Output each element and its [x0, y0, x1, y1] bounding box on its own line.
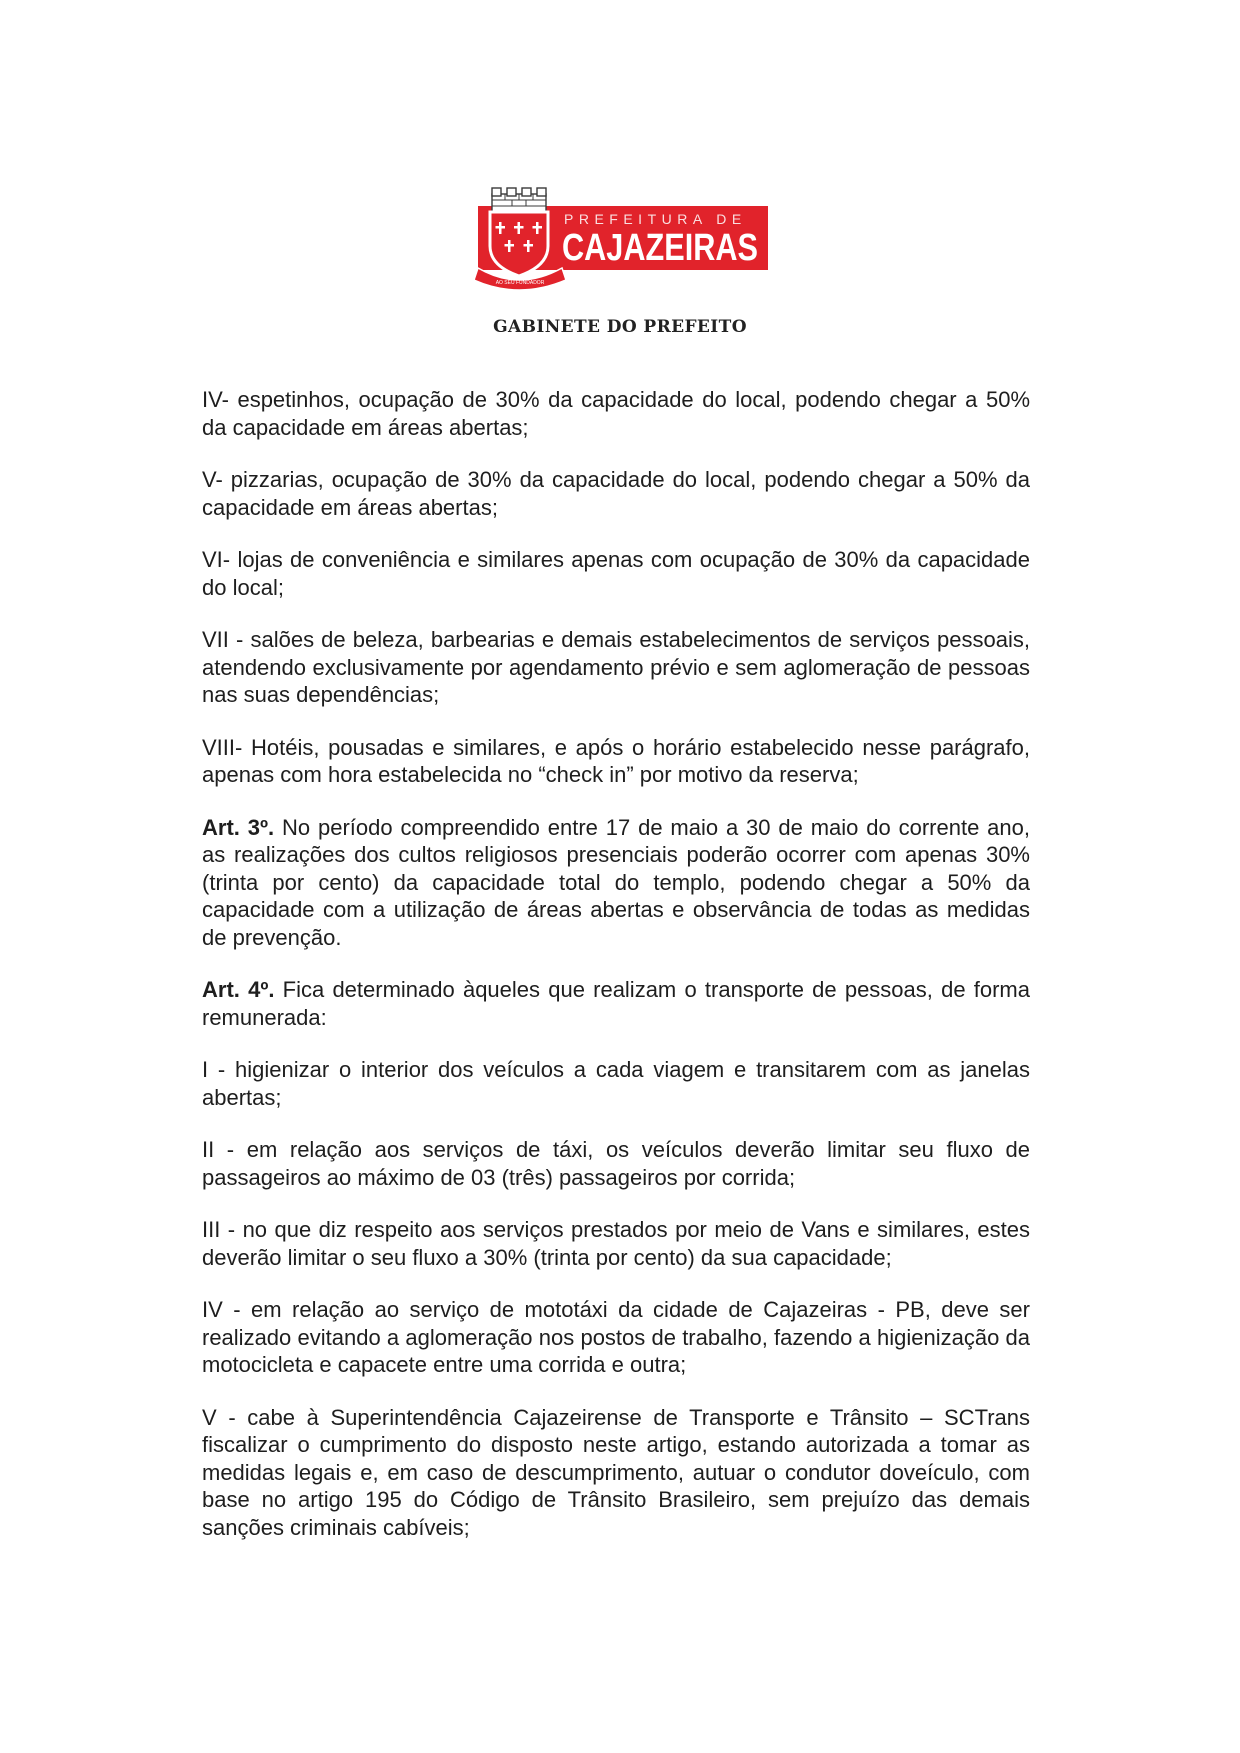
article-3 — [202, 814, 1030, 952]
paragraph-text: No período compreendido entre 17 de maio a 30 de maio do corrente ano, as realizações dos cultos religiosos presenciais poderão ocorrer com apenas 30% (trinta por cento) da capacidade total do templo, podendo chegar a 50% da capacidade com a utilização de áreas abertas e observância de todas as medidas de prevenção. — [202, 814, 1030, 950]
paragraph-text: Fica determinado àqueles que realizam o transporte de pessoas, de forma remunerada: — [202, 977, 1030, 1030]
paragraph-text: V - cabe à Superintendência Cajazeirense de Transporte e Trânsito – SCTrans fiscalizar o cumprimento do disposto neste artigo, estando autorizada a tomar as medidas legais e, em caso de descumprimento, autuar o condutor doveículo, com base no artigo 195 do Código de Trânsito Brasileiro, sem prejuízo das demais sanções criminais cabíveis; — [202, 1404, 1030, 1540]
paragraph-text: IV- espetinhos, ocupação de 30% da capacidade do local, podendo chegar a 50% da capacidade em áreas abertas; — [202, 387, 1030, 440]
article-label: Art. 4º. — [202, 977, 275, 1002]
article-4 — [202, 976, 1030, 1031]
paragraph-text: V- pizzarias, ocupação de 30% da capacidade do local, podendo chegar a 50% da capacidade em áreas abertas; — [202, 467, 1030, 520]
document-body — [202, 386, 1030, 1541]
paragraph — [202, 734, 1030, 789]
paragraph-text: IV - em relação ao serviço de mototáxi da cidade de Cajazeiras - PB, deve ser realizado evitando a aglomeração nos postos de trabalho, fazendo a higienização da motocicleta e capacete entre uma corrida e outra; — [202, 1297, 1030, 1377]
logo-big-text: CAJAZEIRAS — [562, 227, 758, 269]
paragraph — [202, 1056, 1030, 1111]
paragraph — [202, 1216, 1030, 1271]
paragraph — [202, 1296, 1030, 1379]
paragraph-text: I - higienizar o interior dos veículos a cada viagem e transitarem com as janelas abertas; — [202, 1057, 1030, 1110]
paragraph — [202, 546, 1030, 601]
prefeitura-cajazeiras-logo — [470, 188, 770, 295]
paragraph-text: III - no que diz respeito aos serviços prestados por meio de Vans e similares, estes deverão limitar o seu fluxo a 30% (trinta por cento) da sua capacidade; — [202, 1217, 1030, 1270]
paragraph — [202, 386, 1030, 441]
paragraph-text: II - em relação aos serviços de táxi, os veículos deverão limitar seu fluxo de passageiros ao máximo de 03 (três) passageiros por corrida; — [202, 1137, 1030, 1190]
logo-small-text: PREFEITURA DE — [564, 211, 747, 227]
paragraph — [202, 1136, 1030, 1191]
paragraph — [202, 626, 1030, 709]
paragraph — [202, 1404, 1030, 1542]
office-title: GABINETE DO PREFEITO — [493, 317, 747, 337]
article-label: Art. 3º. — [202, 814, 275, 840]
paragraph-text: VIII- Hotéis, pousadas e similares, e após o horário estabelecido nesse parágrafo, apenas com hora estabelecida no “check in” por motivo da reserva; — [202, 734, 1030, 787]
logo-ribbon-text: AO SEU FUNDADOR — [495, 280, 545, 286]
paragraph-text: VI- lojas de conveniência e similares apenas com ocupação de 30% da capacidade do local; — [202, 547, 1030, 600]
paragraph-text: VII - salões de beleza, barbearias e demais estabelecimentos de serviços pessoais, atendendo exclusivamente por agendamento prévio e sem aglomeração de pessoas nas suas dependências; — [202, 627, 1030, 707]
paragraph — [202, 466, 1030, 521]
